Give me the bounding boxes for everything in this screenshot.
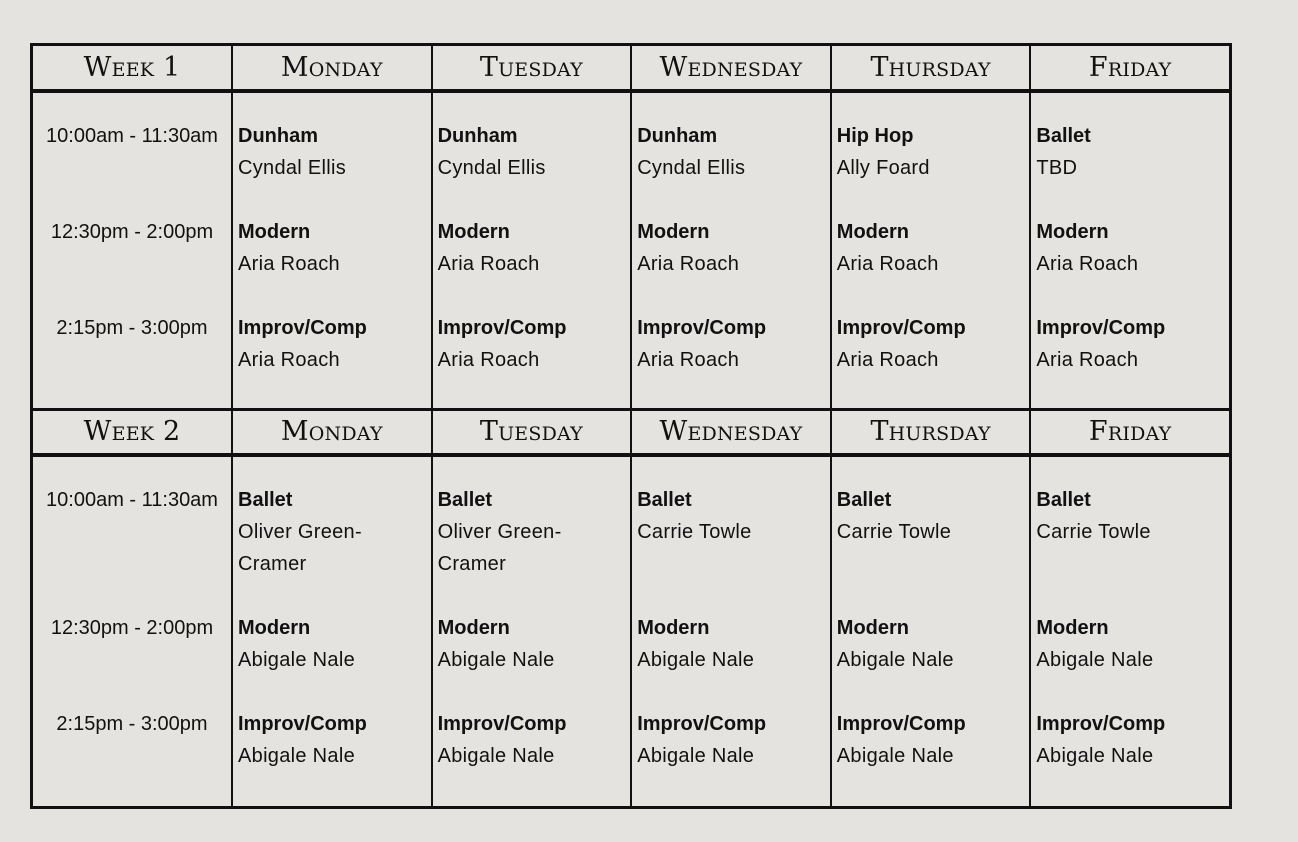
day-header-monday: Monday	[231, 46, 431, 89]
class-entry	[632, 312, 830, 376]
week-body-row	[33, 93, 1229, 408]
teacher-name: Aria Roach	[437, 349, 540, 371]
teacher-name: Abigale Nale	[1036, 745, 1154, 767]
class-name: Hip Hop	[836, 125, 914, 147]
day-column-wednesday	[630, 457, 830, 806]
class-entry	[1031, 312, 1229, 376]
class-name: Improv/Comp	[637, 317, 767, 339]
teacher-name: Aria Roach	[238, 253, 340, 275]
week-label: Week 2	[83, 416, 181, 447]
teacher-name: Abigale Nale	[836, 649, 954, 671]
teacher-name: TBD	[1036, 157, 1078, 179]
teacher-name: Aria Roach	[836, 253, 939, 275]
teacher-name: Ally Foard	[836, 157, 930, 179]
class-name: Modern	[836, 221, 909, 243]
class-entry	[233, 484, 431, 580]
teacher-name: Aria Roach	[637, 253, 740, 275]
teacher-name: Aria Roach	[1036, 349, 1139, 371]
class-entry	[832, 708, 1030, 772]
teacher-name: Cyndal Ellis	[637, 157, 746, 179]
class-name: Ballet	[238, 489, 293, 511]
week-body-row	[33, 457, 1229, 806]
class-name: Improv/Comp	[437, 317, 567, 339]
class-entry	[832, 312, 1030, 376]
class-entry	[433, 312, 631, 376]
class-name: Modern	[437, 617, 510, 639]
teacher-name: Abigale Nale	[637, 649, 755, 671]
day-column-monday	[231, 457, 431, 806]
class-entry	[1031, 120, 1229, 184]
day-header-thursday: Thursday	[830, 410, 1030, 453]
class-entry	[233, 612, 431, 676]
day-header-monday: Monday	[231, 410, 431, 453]
teacher-name: Abigale Nale	[238, 649, 356, 671]
teacher-name: Aria Roach	[836, 349, 939, 371]
class-entry	[632, 708, 830, 772]
class-name: Modern	[1036, 617, 1109, 639]
class-name: Improv/Comp	[238, 713, 367, 735]
teacher-name: Abigale Nale	[1036, 649, 1154, 671]
class-entry	[233, 216, 431, 280]
day-header-thursday: Thursday	[830, 46, 1030, 89]
day-header-tuesday: Tuesday	[431, 410, 631, 453]
time-slot-label: 12:30pm - 2:00pm	[50, 221, 214, 243]
schedule-table	[30, 43, 1232, 809]
class-entry	[433, 708, 631, 772]
class-entry	[632, 612, 830, 676]
time-slot-label: 10:00am - 11:30am	[46, 125, 218, 147]
time-slot-label: 2:15pm - 3:00pm	[56, 317, 208, 339]
class-entry	[632, 216, 830, 280]
day-column-thursday	[830, 457, 1030, 806]
class-entry	[632, 120, 830, 184]
day-header-wednesday: Wednesday	[630, 46, 830, 89]
teacher-name: Cyndal Ellis	[437, 157, 546, 179]
teacher-name: Aria Roach	[437, 253, 540, 275]
class-entry	[233, 120, 431, 184]
teacher-name: Abigale Nale	[637, 745, 755, 767]
teacher-name: Abigale Nale	[437, 649, 555, 671]
class-name: Improv/Comp	[1036, 317, 1166, 339]
class-entry	[1031, 612, 1229, 676]
class-name: Ballet	[1036, 125, 1091, 147]
teacher-name: Carrie Towle	[637, 521, 752, 543]
class-name: Ballet	[836, 489, 892, 511]
class-name: Ballet	[437, 489, 493, 511]
time-column	[33, 93, 231, 408]
day-header-friday: Friday	[1029, 46, 1229, 89]
time-slot-label: 12:30pm - 2:00pm	[50, 617, 214, 639]
class-entry	[433, 484, 631, 580]
class-entry	[832, 612, 1030, 676]
class-entry	[632, 484, 830, 548]
teacher-name: Abigale Nale	[836, 745, 954, 767]
teacher-name: Aria Roach	[238, 349, 340, 371]
class-name: Improv/Comp	[836, 713, 966, 735]
class-name: Dunham	[637, 125, 718, 147]
day-column-tuesday	[431, 457, 631, 806]
class-entry	[832, 216, 1030, 280]
class-name: Improv/Comp	[238, 317, 367, 339]
class-name: Modern	[238, 617, 311, 639]
class-entry	[1031, 708, 1229, 772]
class-entry	[433, 612, 631, 676]
class-entry	[233, 312, 431, 376]
teacher-name: Oliver Green-Cramer	[238, 521, 362, 575]
class-name: Modern	[238, 221, 311, 243]
day-column-wednesday	[630, 93, 830, 408]
class-name: Modern	[637, 617, 710, 639]
class-name: Modern	[1036, 221, 1109, 243]
day-column-tuesday	[431, 93, 631, 408]
time-slot-label: 10:00am - 11:30am	[46, 489, 218, 511]
day-header-friday: Friday	[1029, 410, 1229, 453]
teacher-name: Cyndal Ellis	[238, 157, 347, 179]
class-name: Dunham	[238, 125, 318, 147]
class-name: Improv/Comp	[1036, 713, 1166, 735]
day-column-thursday	[830, 93, 1030, 408]
day-column-friday	[1029, 93, 1229, 408]
class-name: Improv/Comp	[637, 713, 767, 735]
class-name: Dunham	[437, 125, 518, 147]
teacher-name: Carrie Towle	[836, 521, 952, 543]
class-entry	[433, 216, 631, 280]
time-slot-label: 2:15pm - 3:00pm	[56, 713, 208, 735]
class-entry	[1031, 484, 1229, 548]
time-column	[33, 457, 231, 806]
class-name: Modern	[437, 221, 510, 243]
teacher-name: Aria Roach	[1036, 253, 1139, 275]
class-name: Improv/Comp	[437, 713, 567, 735]
class-name: Modern	[637, 221, 710, 243]
teacher-name: Oliver Green-Cramer	[437, 521, 562, 575]
class-entry	[1031, 216, 1229, 280]
day-column-friday	[1029, 457, 1229, 806]
class-entry	[832, 120, 1030, 184]
teacher-name: Abigale Nale	[437, 745, 555, 767]
class-name: Ballet	[637, 489, 692, 511]
day-header-wednesday: Wednesday	[630, 410, 830, 453]
day-header-tuesday: Tuesday	[431, 46, 631, 89]
teacher-name: Aria Roach	[637, 349, 740, 371]
week-header-row	[33, 410, 1229, 457]
week-header-row	[33, 46, 1229, 93]
teacher-name: Carrie Towle	[1036, 521, 1151, 543]
week-label: Week 1	[83, 52, 181, 83]
class-name: Ballet	[1036, 489, 1091, 511]
class-entry	[433, 120, 631, 184]
week-2-section	[33, 410, 1229, 806]
class-entry	[233, 708, 431, 772]
week-1-section	[33, 46, 1229, 408]
class-entry	[832, 484, 1030, 548]
day-column-monday	[231, 93, 431, 408]
teacher-name: Abigale Nale	[238, 745, 356, 767]
class-name: Modern	[836, 617, 909, 639]
class-name: Improv/Comp	[836, 317, 966, 339]
